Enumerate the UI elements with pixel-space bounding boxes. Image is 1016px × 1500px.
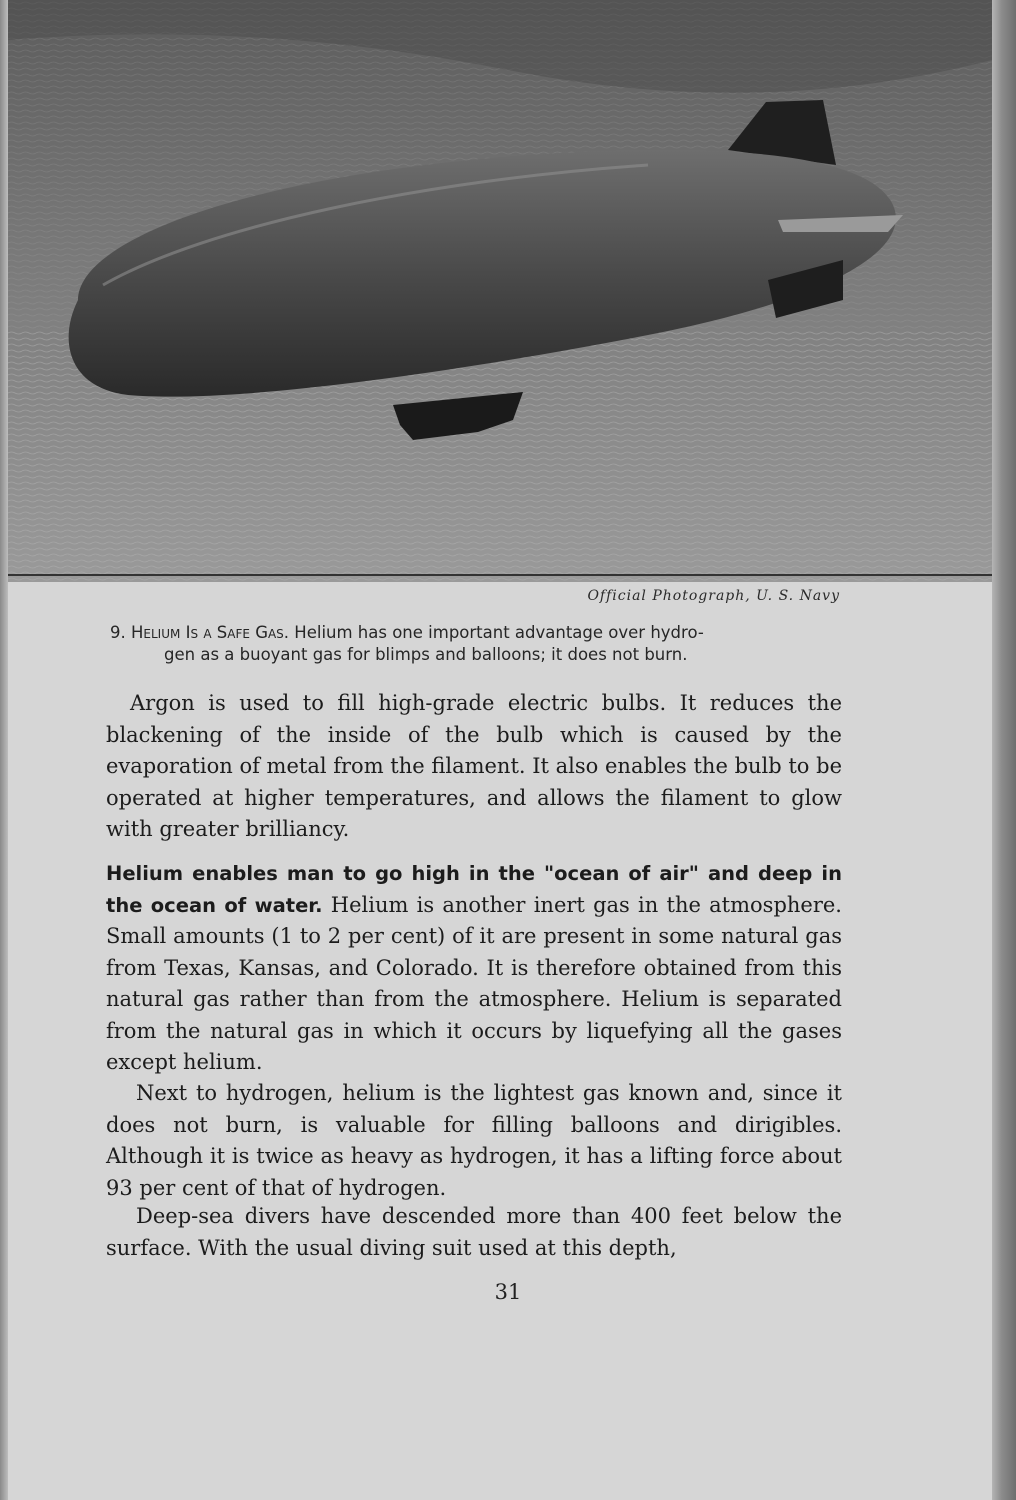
caption-title: Helium Is a Safe Gas. — [131, 623, 290, 642]
paragraph-argon: Argon is used to fill high-grade electric bulbs. It reduces the blackening of the inside of the bulb which is caused by the evaporation of metal from the filament. It also enables the bulb to be operated at higher temperatures, and allows the filament to glow with greater brilliancy. — [106, 691, 842, 841]
paragraph-deep-sea-divers: Deep-sea divers have descended more than 400 feet below the surface. With the usual diving suit used at this depth, — [106, 1204, 842, 1260]
paragraph-helium-body: Helium is another inert gas in the atmosphere. Small amounts (1 to 2 per cent) of it are present in some natural gas from Texas, Kansas, and Colorado. It is therefore obtained from this natural gas rather than from the atmosphere. Helium is separated from the natural gas in which it occurs by liquefying all the gases except helium. — [106, 892, 842, 1074]
page-gutter-shadow — [0, 0, 8, 1500]
page-edge-right — [992, 0, 1016, 1500]
paragraph-lightest-gas: Next to hydrogen, helium is the lightest gas known and, since it does not burn, is valuable for filling balloons and dirigibles. Although it is twice as heavy as hydrogen, it has a lifting force about 93 per cent of that of hydrogen. — [106, 1081, 842, 1200]
paragraph-helium-lead: Helium enables man to go high in the "ocean of air" and deep in the ocean of water. — [106, 862, 842, 917]
blimp-photograph — [8, 0, 992, 582]
photo-credit: Official Photograph, U. S. Navy — [587, 588, 840, 604]
caption-number: 9. — [110, 623, 126, 642]
figure-caption — [110, 622, 850, 666]
page-number: 31 — [494, 1280, 522, 1304]
caption-text-line1: Helium has one important advantage over hydro- — [294, 623, 704, 642]
blimp-illustration — [8, 0, 992, 582]
paragraph-helium — [106, 858, 842, 1079]
caption-text-line2: gen as a buoyant gas for blimps and balloons; it does not burn. — [164, 645, 688, 664]
